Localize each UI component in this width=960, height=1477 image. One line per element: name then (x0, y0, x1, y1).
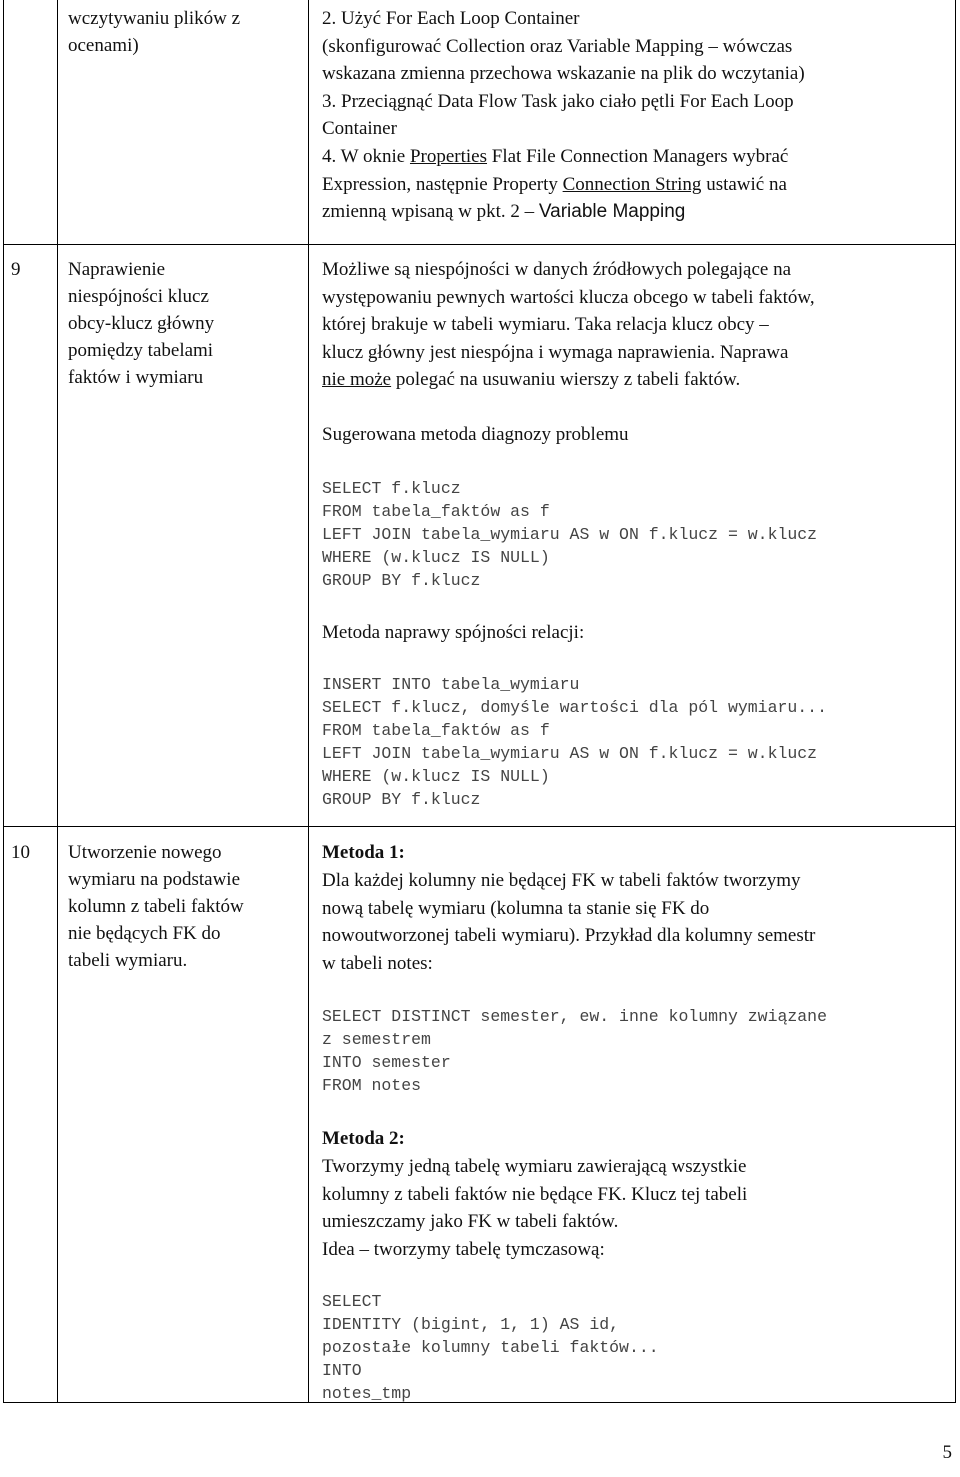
method-2-text (322, 1153, 950, 1263)
code-line: IDENTITY (bigint, 1, 1) AS id, (322, 1315, 620, 1334)
row-prev-steps (322, 5, 950, 226)
code-line: LEFT JOIN tabela_wymiaru AS w ON f.klucz = w.klucz (322, 744, 818, 763)
code-line: notes_tmp (322, 1384, 412, 1403)
text-line: Idea – tworzymy tabelę tymczasową: (322, 1238, 605, 1260)
text-line: 3. Przeciągnąć Data Flow Task jako ciało pętli For Each Loop (322, 90, 794, 112)
code-line: pozostałe kolumny tabeli faktów... (322, 1338, 659, 1357)
text-line: nie może polegać na usuwaniu wierszy z tabeli faktów. (322, 369, 741, 391)
sans-text: Variable Mapping (538, 201, 686, 223)
text-line: kolumny z tabeli faktów nie będące FK. Klucz tej tabeli (322, 1183, 748, 1205)
code-line: GROUP BY f.klucz (322, 790, 481, 809)
row-9-description (68, 256, 298, 391)
text-line: Expression, następnie Property Connection String ustawić na (322, 173, 787, 195)
text-line: wymiaru na podstawie (68, 869, 241, 890)
text-line: wskazana zmienna przechowa wskazanie na plik do wczytania) (322, 63, 805, 85)
code-line: FROM notes (322, 1076, 422, 1095)
code-line: SELECT DISTINCT semester, ew. inne kolumny związane (322, 1007, 827, 1026)
text-line: 2. Użyć For Each Loop Container (322, 8, 580, 29)
code-line: FROM tabela_faktów as f (322, 721, 550, 740)
text-line: niespójności klucz (68, 286, 209, 307)
text-line: kolumn z tabeli faktów (68, 896, 244, 917)
diagnosis-heading: Sugerowana metoda diagnozy problemu (322, 424, 629, 445)
code-line: INTO semester (322, 1053, 451, 1072)
code-line: FROM tabela_faktów as f (322, 502, 550, 521)
code-line: z semestrem (322, 1030, 431, 1049)
page-number: 5 (942, 1442, 952, 1463)
text-line: tabeli wymiaru. (68, 950, 188, 971)
text-line: nowoutworzonej tabeli wymiaru). Przykład dla kolumny semestr (322, 925, 816, 947)
row-9-paragraph (322, 256, 950, 394)
code-line: INSERT INTO tabela_wymiaru (322, 675, 580, 694)
text-line: Naprawienie (68, 259, 166, 280)
text-line: umieszczamy jako FK w tabeli faktów. (322, 1211, 619, 1233)
fix-code (322, 673, 827, 811)
text-line: Tworzymy jedną tabelę wymiaru zawierającą wszystkie (322, 1156, 747, 1177)
text-line: ocenami) (68, 35, 139, 56)
code-line: SELECT f.klucz, domyśle wartości dla pól wymiaru... (322, 698, 827, 717)
text-line: której brakuje w tabeli wymiaru. Taka relacja klucz obcy – (322, 314, 769, 336)
code-line: LEFT JOIN tabela_wymiaru AS w ON f.klucz = w.klucz (322, 525, 818, 544)
text-line: występowaniu pewnych wartości klucza obcego w tabeli faktów, (322, 286, 815, 308)
row-10-number: 10 (11, 842, 30, 863)
text-line: Dla każdej kolumny nie będącej FK w tabeli faktów tworzymy (322, 870, 801, 891)
code-line: INTO (322, 1361, 362, 1380)
diagnosis-code (322, 477, 817, 592)
text-line: wczytywaniu plików z (68, 8, 241, 29)
text-line: obcy-klucz główny (68, 313, 215, 334)
row-divider-1 (3, 244, 956, 245)
method-2-title: Metoda 2: (322, 1128, 405, 1149)
row-divider-2 (3, 826, 956, 827)
text-line: nie będących FK do (68, 923, 221, 944)
text-line: zmienną wpisaną w pkt. 2 – Variable Mapping (322, 201, 686, 223)
row-9-number: 9 (11, 259, 21, 280)
method-1-code (322, 1005, 827, 1097)
text-line: klucz główny jest niespójna i wymaga naprawienia. Naprawa (322, 341, 789, 363)
code-line: WHERE (w.klucz IS NULL) (322, 767, 550, 786)
text-line: w tabeli notes: (322, 952, 433, 974)
code-line: WHERE (w.klucz IS NULL) (322, 548, 550, 567)
text-line: nową tabelę wymiaru (kolumna ta stanie się FK do (322, 897, 710, 919)
text-line: Utworzenie nowego (68, 842, 222, 863)
row-prev-description (68, 5, 298, 59)
method-2-code (322, 1290, 659, 1405)
text-line: Container (322, 118, 397, 140)
underlined-text: Properties (409, 145, 488, 167)
underlined-text: nie może (322, 369, 392, 391)
row-10-description (68, 839, 298, 974)
column-divider-2 (308, 0, 309, 1403)
code-line: SELECT (322, 1292, 382, 1311)
text-line: faktów i wymiaru (68, 367, 204, 388)
text-line: pomiędzy tabelami (68, 340, 214, 361)
method-1-text (322, 867, 950, 977)
underlined-text: Connection String (562, 173, 702, 195)
column-divider-1 (57, 0, 58, 1403)
fix-heading: Metoda naprawy spójności relacji: (322, 622, 585, 643)
code-line: SELECT f.klucz (322, 479, 461, 498)
text-line: 4. W oknie Properties Flat File Connection Managers wybrać (322, 145, 789, 167)
text-line: Możliwe są niespójności w danych źródłowych polegające na (322, 259, 792, 280)
method-1-title: Metoda 1: (322, 842, 405, 863)
text-line: (skonfigurować Collection oraz Variable Mapping – wówczas (322, 35, 793, 57)
code-line: GROUP BY f.klucz (322, 571, 481, 590)
